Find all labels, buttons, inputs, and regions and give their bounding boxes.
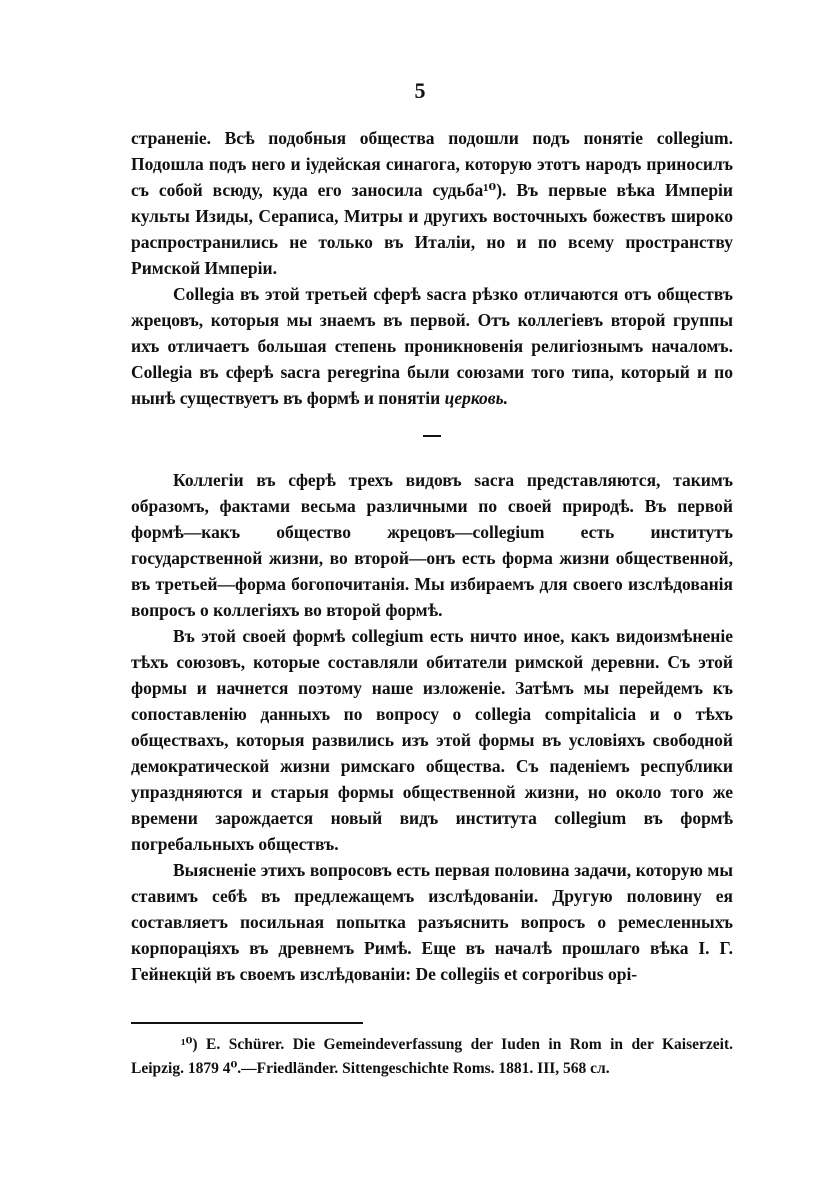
footnote-text: ¹⁰) E. Schürer. Die Gemeindeverfassung der Iuden in Rom in der Kaiserzeit. Leipzig. 1879 4⁰.—Friedländer. Sittengeschichte Roms. 1881. III, 568 сл. (131, 1036, 733, 1077)
paragraph-2-text: Collegia въ этой третьей сферѣ sacra рѣзко отличаются отъ обществъ жрецовъ, которыя мы знаемъ въ первой. Отъ коллегіевъ второй группы ихъ отличаетъ большая степень проникновенія религіознымъ началомъ. Collegia въ сферѣ sacra peregrina были союзами того типа, который и по нынѣ существуетъ въ формѣ и понятіи (131, 284, 733, 408)
footnote (131, 1033, 733, 1081)
section-divider (423, 435, 441, 437)
paragraph-2 (131, 281, 733, 411)
page-number: 5 (414, 78, 426, 103)
paragraph-2-italic-word: церковь. (444, 388, 508, 408)
paragraph-4: Въ этой своей формѣ collegium есть ничто иное, какъ видоизмѣненіе тѣхъ союзовъ, которые составляли обитатели римской деревни. Съ этой формы и начнется поэтому наше изложеніе. Затѣмъ мы перейдемъ къ сопоставленію данныхъ по вопросу о collegia compitalicia и о тѣхъ обществахъ, которыя развились изъ этой формы въ условіяхъ свободной демократической жизни римскаго общества. Съ паденіемъ республики упраздняются и старыя формы общественной жизни, но около того же времени зарождается новый видъ института collegium въ формѣ погребальныхъ обществъ. (131, 626, 733, 854)
footnote-separator (131, 1022, 363, 1024)
paragraph-3: Коллегіи въ сферѣ трехъ видовъ sacra представляются, такимъ образомъ, фактами весьма различными по своей природѣ. Въ первой формѣ—какъ общество жрецовъ—collegium есть институтъ государственной жизни, во второй—онъ есть форма жизни общественной, въ третьей—форма богопочитанія. Мы избираемъ для своего изслѣдованія вопросъ о коллегіяхъ во второй формѣ. (131, 470, 733, 620)
paragraph-5: Выясненіе этихъ вопросовъ есть первая половина задачи, которую мы ставимъ себѣ въ предлежащемъ изслѣдованіи. Другую половину ея составляетъ посильная попытка разъяснить вопросъ о ремесленныхъ корпораціяхъ въ древнемъ Римѣ. Еще въ началѣ прошлаго вѣка І. Г. Гейнекцій въ своемъ изслѣдованіи: De collegiis et corporibus opi- (131, 860, 733, 984)
body-text (131, 125, 733, 987)
paragraph-1: страненіе. Всѣ подобныя общества подошли подъ понятіе collegium. Подошла подъ него и іудейская синагога, которую этотъ народъ приносилъ съ собой всюду, куда его заносила судьба¹⁰). Въ первые вѣка Имперіи культы Изиды, Сераписа, Митры и другихъ восточныхъ божествъ широко распространились не только въ Италіи, но и по всему пространству Римской Имперіи. (131, 128, 733, 278)
